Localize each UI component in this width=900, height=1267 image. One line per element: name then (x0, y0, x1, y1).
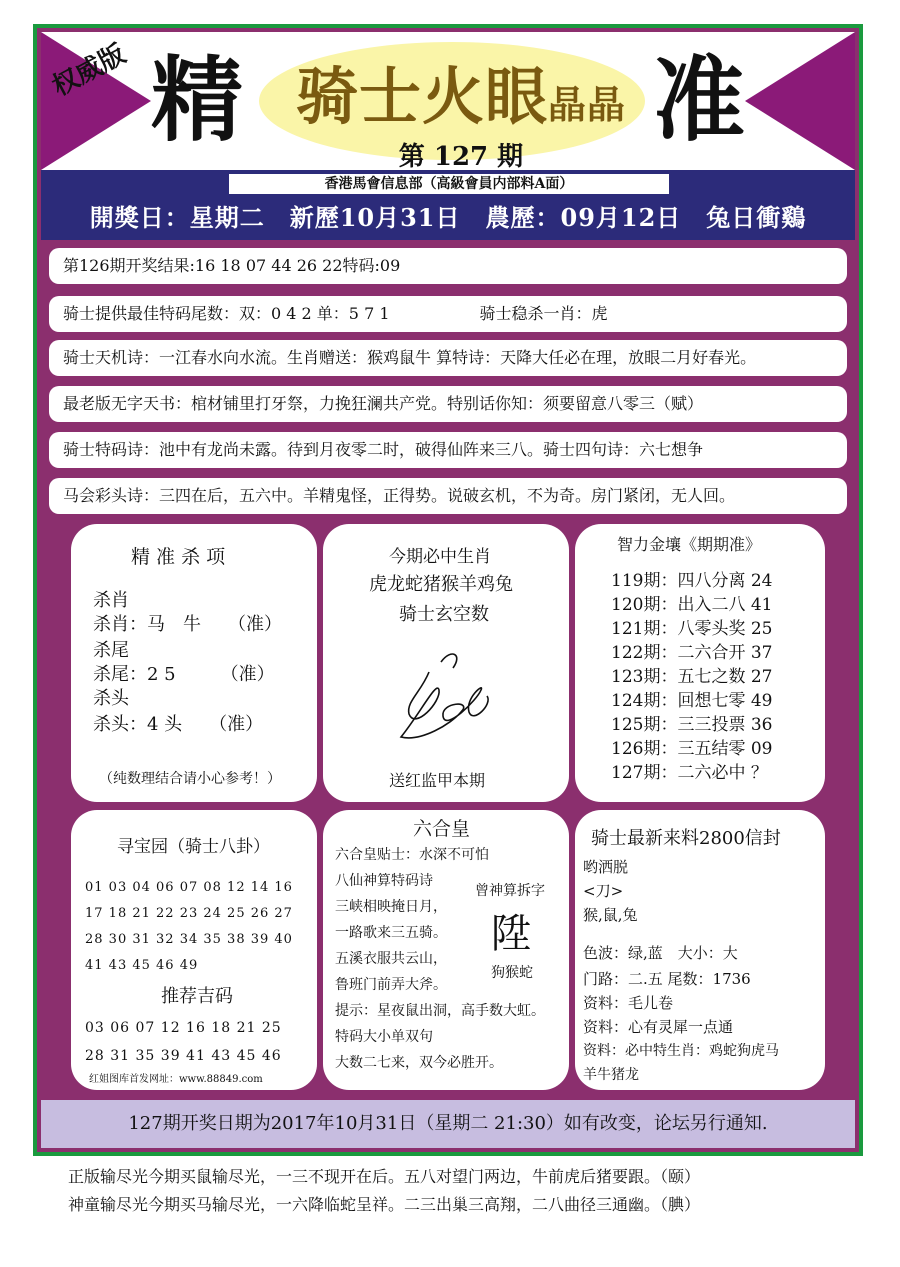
wisdom-row: 125期：三三投票 36 (611, 715, 773, 735)
latest-line: 资料：心有灵犀一点通 (583, 1018, 734, 1036)
wisdom-row: 124期：回想七零 49 (611, 691, 773, 711)
line-poem-4: 马会彩头诗：三四在后，五六中。羊精鬼怪，正得势。说破玄机，不为奇。房门紧闭，无人回。 (49, 478, 847, 514)
must-box (323, 524, 569, 802)
latest-line: 色波：绿,蓝 大小：大 (583, 944, 738, 962)
draw-notice: 127期开奖日期为2017年10月31日（星期二 21:30）如有改变，论坛另行通知. (41, 1100, 855, 1148)
recommend-nums: 03 06 07 12 16 18 21 25 (85, 1020, 282, 1036)
issue-number: 第 127 期 (398, 142, 524, 170)
bottom-poem-1: 正版输尽光今期买鼠输尽光，一三不现开在后。五八对望门两边，牛前虎后猪要跟。（颐） (68, 1167, 701, 1186)
latest-line: 门路：二.五 尾数：1736 (583, 970, 751, 988)
must-animals: 虎龙蛇猪猴羊鸡兔 (369, 574, 513, 595)
liuhe-line: 特码大小单双句 (335, 1029, 433, 1045)
number-title: 骑士玄空数 (399, 604, 489, 625)
treasure-nums: 28 30 31 32 34 35 38 39 40 (85, 932, 293, 947)
handwritten-signature (381, 642, 511, 752)
liuhe-box (323, 810, 569, 1090)
main-title: 骑士火眼晶晶 (295, 60, 627, 133)
treasure-nums: 41 43 45 46 49 (85, 958, 199, 973)
poster-frame (33, 24, 863, 1156)
treasure-nums: 17 18 21 22 23 24 25 26 27 (85, 906, 293, 921)
wisdom-box (575, 524, 825, 802)
right-big-char: 准 (652, 46, 745, 154)
liuhe-line: 一路歌来三五骑。 (335, 925, 447, 941)
treasure-nums: 01 03 04 06 07 08 12 14 16 (85, 880, 293, 895)
band-subtitle: 香港馬會信息部（高級會員内部料A面） (229, 174, 669, 194)
kill-note: （纯数理结合请小心参考！） (99, 771, 281, 787)
must-footer: 送红监甲本期 (389, 771, 486, 790)
big-char: 陞 (491, 911, 531, 957)
latest-line: 哟洒脱 (583, 858, 629, 876)
authority-label: 权威版 (47, 39, 131, 103)
treasure-title: 寻宝园（骑士八卦） (117, 837, 270, 857)
right-triangle (745, 32, 855, 170)
liuhe-line: 五溪衣服共云山， (335, 951, 447, 967)
liuhe-line: 三峡相映掩日月， (335, 899, 447, 915)
line-poem-2: 最老版无字天书：棺材铺里打牙祭，力挽狂澜共产党。特别话你知：须要留意八零三（赋） (49, 386, 847, 422)
wisdom-row: 120期：出入二八 41 (611, 595, 773, 615)
latest-line: 资料：毛儿卷 (583, 994, 674, 1012)
liuhe-line: 提示：星夜鼠出洞，高手数大虹。 (335, 1003, 545, 1019)
info-band (41, 170, 855, 240)
wisdom-row: 119期：四八分离 24 (611, 571, 773, 591)
must-title: 今期必中生肖 (389, 547, 491, 567)
kill-row: 杀头 (93, 688, 129, 709)
wisdom-row: 123期：五七之数 27 (611, 667, 773, 687)
liuhe-line: 八仙神算特码诗 (335, 873, 433, 889)
left-big-char: 精 (151, 46, 244, 154)
header (41, 32, 855, 170)
wisdom-row: 122期：二六合开 37 (611, 643, 773, 663)
liuhe-line: 鲁班门前弄大斧。 (335, 977, 447, 993)
latest-box (575, 810, 825, 1090)
kill-row: 杀肖 (93, 590, 129, 611)
side-title: 曾神算拆字 (475, 883, 545, 899)
line-poem-3: 骑士特码诗：池中有龙尚未露。待到月夜零二时，破得仙阵来三八。骑士四句诗：六七想争 (49, 432, 847, 468)
wisdom-row: 121期：八零头奖 25 (611, 619, 773, 639)
bottom-poem-2: 神童输尽光今期买马输尽光，一六降临蛇呈祥。二三出巢三高翔，二八曲径三通幽。（腆） (68, 1195, 701, 1214)
draw-info: 開獎日：星期二 新歷10月31日 農歷：09月12日 兔日衝鷄 (89, 203, 807, 232)
kill-row: 杀尾 (93, 640, 129, 661)
latest-line: <刀> (583, 882, 624, 900)
kill-row: 杀肖：马 牛 （准） (93, 614, 282, 635)
side-animals: 狗猴蛇 (491, 965, 533, 981)
line-tail: 骑士提供最佳特码尾数：双：0 4 2 单：5 7 1 骑士稳杀一肖：虎 (49, 296, 847, 332)
kill-title: 精 准 杀 项 (131, 546, 226, 568)
latest-line: 羊牛猪龙 (583, 1067, 639, 1083)
recommend-nums: 28 31 35 39 41 43 45 46 (85, 1048, 282, 1064)
liuhe-line: 六合皇贴士：水深不可怕 (335, 847, 489, 863)
recommend-title: 推荐吉码 (161, 986, 233, 1007)
wisdom-row: 126期：三五结零 09 (611, 739, 773, 759)
line-poem-1: 骑士天机诗：一江春水向水流。生肖赠送：猴鸡鼠牛 算特诗：天降大任必在理，放眼二月好春光。 (49, 340, 847, 376)
latest-line: 猴,鼠,兔 (583, 906, 638, 924)
kill-box (71, 524, 317, 802)
kill-row: 杀头：4 头 （准） (93, 714, 264, 735)
liuhe-title: 六合皇 (413, 818, 471, 840)
liuhe-line: 大数二七来，双今必胜开。 (335, 1055, 503, 1071)
wisdom-row: 127期：二六必中 ？ (611, 763, 768, 783)
latest-line: 资料：必中特生肖：鸡蛇狗虎马 (583, 1043, 779, 1059)
line-result: 第126期开奖结果:16 18 07 44 26 22特码:09 (49, 248, 847, 284)
treasure-box (71, 810, 317, 1090)
kill-row: 杀尾：2 5 （准） (93, 664, 275, 685)
latest-title: 骑士最新来料2800信封 (591, 828, 781, 849)
site-url: 红姐图库首发网址：www.88849.com (89, 1074, 263, 1085)
wisdom-title: 智力金壤《期期准》 (617, 535, 762, 554)
